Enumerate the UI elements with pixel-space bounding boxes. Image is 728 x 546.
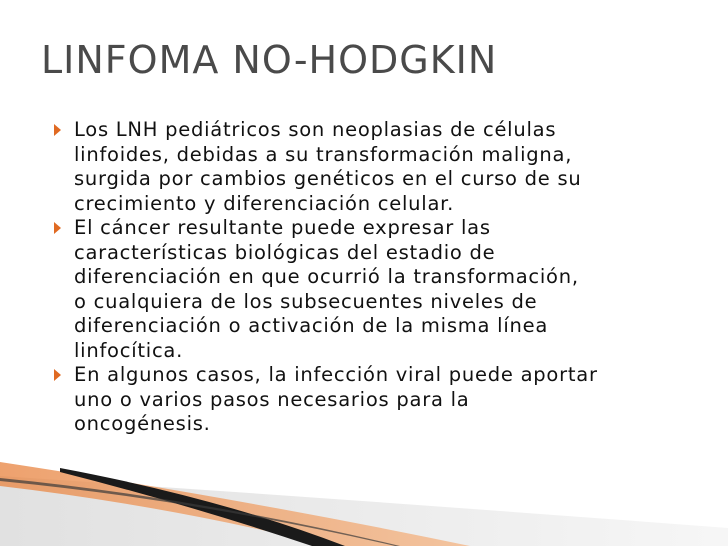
bullet-line: crecimiento y diferenciación celular. <box>74 191 455 215</box>
bullet-line: o cualquiera de los subsecuentes niveles de <box>74 289 538 313</box>
bullet-line: linfocítica. <box>74 338 184 362</box>
bullet-line: En algunos casos, la infección viral puede aportar <box>74 363 598 386</box>
slide-title: LINFOMA NO-HODGKIN <box>41 38 498 82</box>
bullet-line: diferenciación en que ocurrió la transformación, <box>74 265 579 288</box>
bullet-line: diferenciación o activación de la misma línea <box>74 314 549 337</box>
bullet-line: surgida por cambios genéticos en el curso de su <box>74 167 582 190</box>
bullet-line: linfoides, debidas a su transformación maligna, <box>74 142 573 166</box>
bullet-line: Los LNH pediátricos son neoplasias de células <box>74 118 557 141</box>
bullet-line: El cáncer resultante puede expresar las <box>74 216 491 239</box>
bullet-line: oncogénesis. <box>74 412 211 435</box>
bullet-line: uno o varios pasos necesarios para la <box>74 387 470 411</box>
bullet-line: características biológicas del estadio de <box>74 240 496 264</box>
